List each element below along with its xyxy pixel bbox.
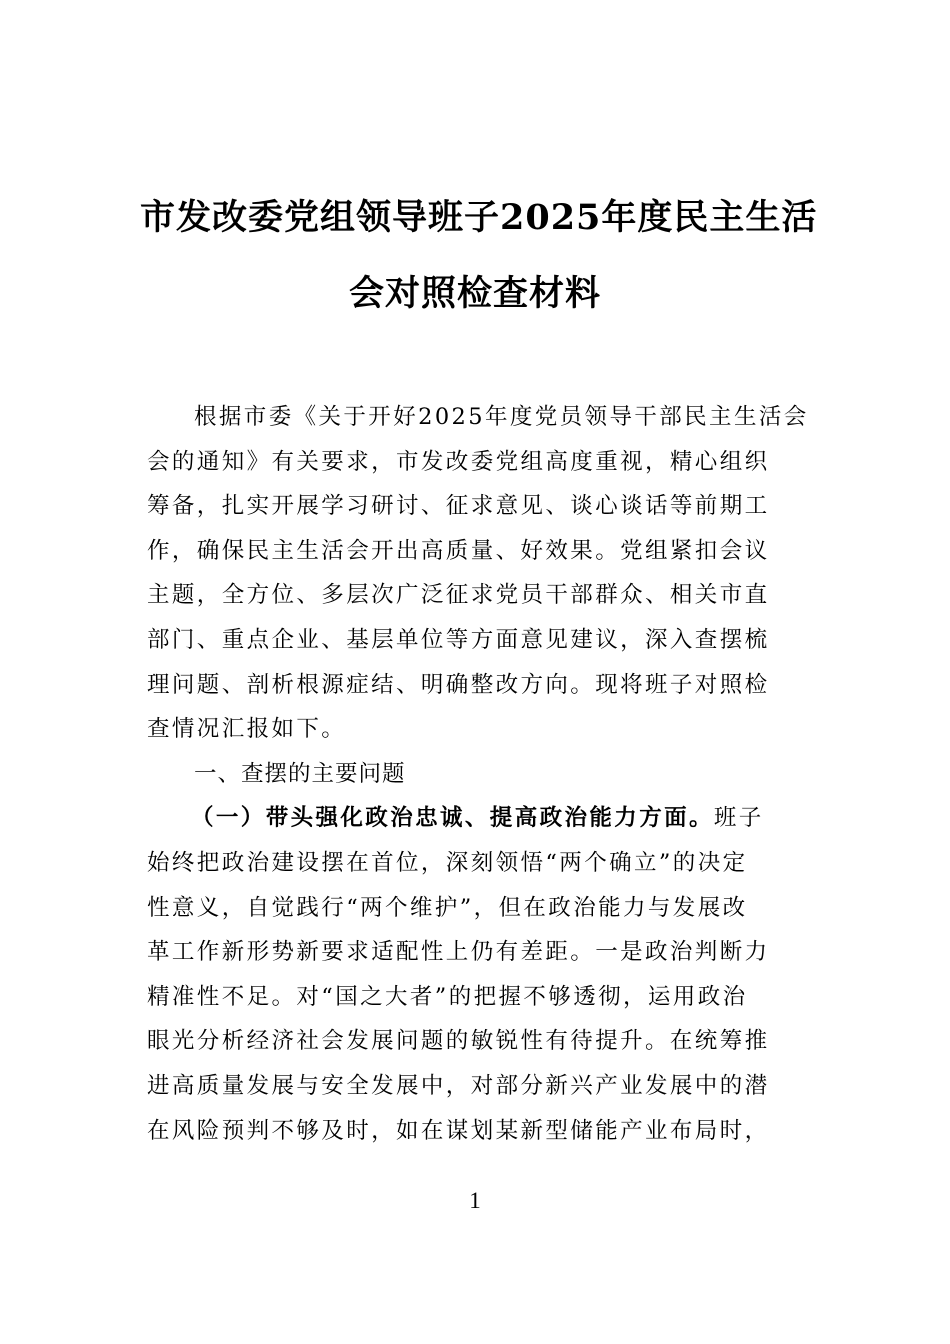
- paragraph-line: 根据市委《关于开好2025年度党员领导干部民主生活会: [194, 404, 809, 430]
- subsection-first-text: 班子: [713, 805, 764, 832]
- paragraph-line: 革工作新形势新要求适配性上仍有差距。一是政治判断力: [147, 939, 770, 966]
- paragraph-line: 查情况汇报如下。: [147, 716, 347, 743]
- paragraph-line: 眼光分析经济社会发展问题的敏锐性有待提升。在统筹推: [147, 1028, 770, 1055]
- paragraph-line: 会的通知》有关要求，市发改委党组高度重视，精心组织: [147, 448, 770, 475]
- paragraph-line: 性意义，自觉践行“两个维护”，但在政治能力与发展改: [147, 894, 748, 921]
- paragraph-line: 作，确保民主生活会开出高质量、好效果。党组紧扣会议: [147, 537, 770, 564]
- subsection-first-line: [147, 796, 807, 841]
- paragraph-line: 始终把政治建设摆在首位，深刻领悟“两个确立”的决定: [147, 849, 748, 876]
- section-heading: 一、查摆的主要问题: [194, 760, 406, 787]
- paragraph-line: 主题，全方位、多层次广泛征求党员干部群众、相关市直: [147, 582, 770, 609]
- title-line-2: 会对照检查材料: [348, 273, 601, 314]
- intro-paragraph: [147, 395, 807, 1153]
- page-number: 1: [469, 1188, 481, 1213]
- subsection-heading: （一）带头强化政治忠诚、提高政治能力方面。: [191, 805, 714, 832]
- paragraph-line: 在风险预判不够及时，如在谋划某新型储能产业布局时，: [147, 1117, 770, 1144]
- paragraph-line: 进高质量发展与安全发展中，对部分新兴产业发展中的潜: [147, 1072, 770, 1099]
- paragraph-line: 精准性不足。对“国之大者”的把握不够透彻，运用政治: [147, 983, 748, 1010]
- paragraph-line: 理问题、剖析根源症结、明确整改方向。现将班子对照检: [147, 671, 770, 698]
- title-line-1: 市发改委党组领导班子2025年度民主生活: [140, 197, 818, 238]
- document-title: [140, 180, 818, 332]
- paragraph-line: 部门、重点企业、基层单位等方面意见建议，深入查摆梳: [147, 626, 770, 653]
- paragraph-line: 筹备，扎实开展学习研讨、征求意见、谈心谈话等前期工: [147, 493, 770, 520]
